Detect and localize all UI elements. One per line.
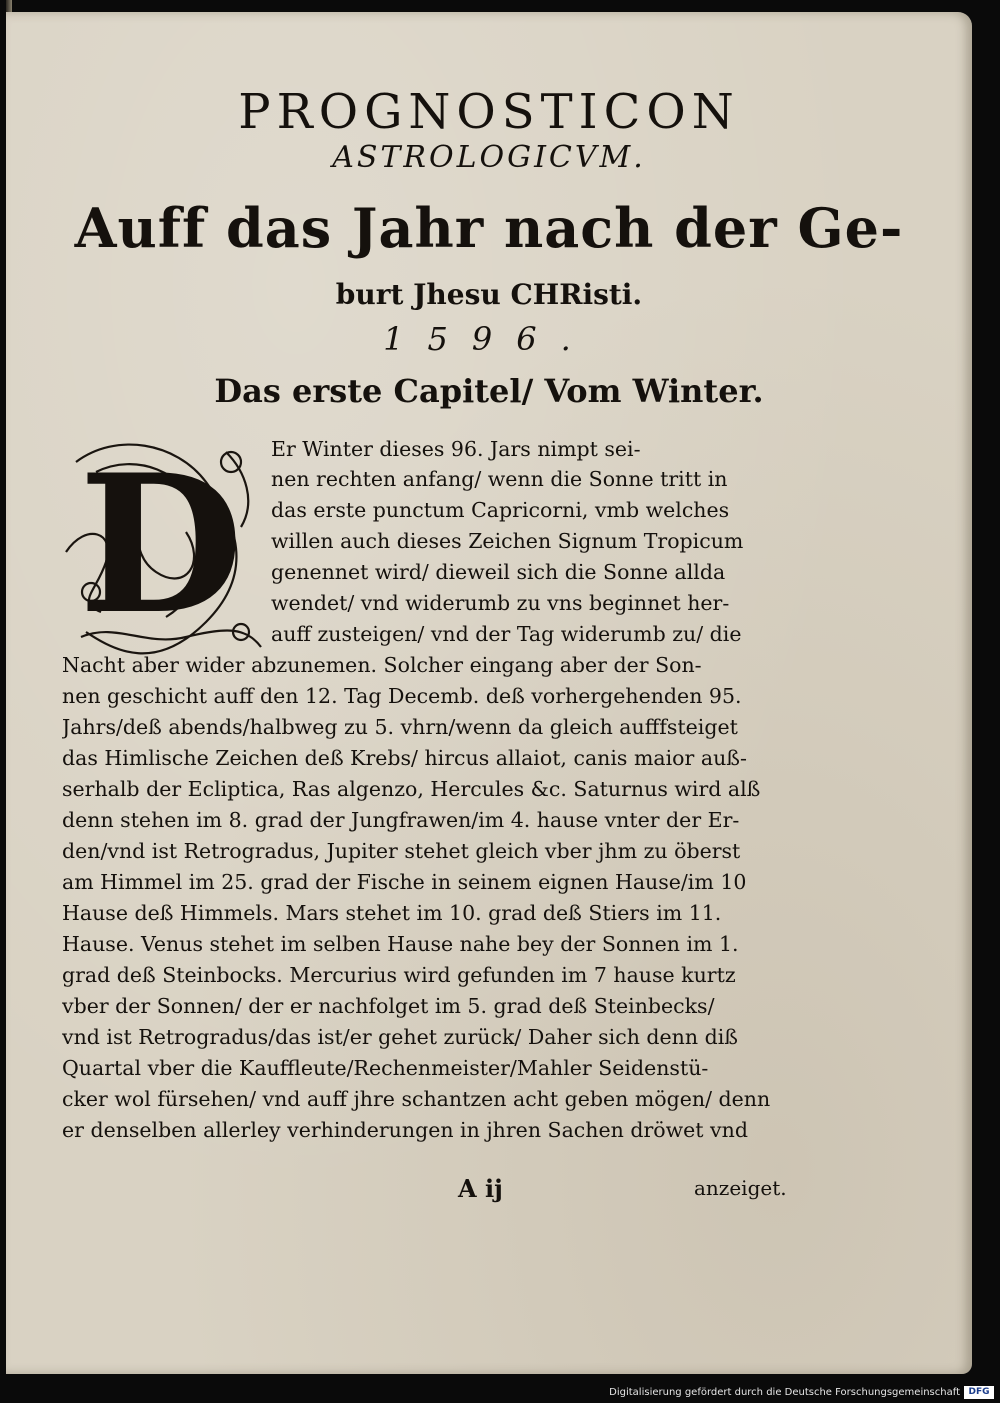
decorated-initial [56, 432, 266, 657]
body-line: Hause. Venus stehet im selben Hause nahe bey der Sonnen im 1. [62, 932, 739, 956]
body-line: serhalb der Ecliptica, Ras algenzo, Hercules &c. Saturnus wird alß [62, 777, 761, 801]
body-line: auff zusteigen/ vnd der Tag widerumb zu/ die [271, 622, 742, 646]
body-line: nen geschicht auff den 12. Tag Decemb. deß vorhergehenden 95. [62, 684, 742, 708]
dfg-logo: DFG [964, 1386, 994, 1399]
body-line: das Himlische Zeichen deß Krebs/ hircus allaiot, canis maior auß- [62, 746, 747, 770]
body-line: vber der Sonnen/ der er nachfolget im 5. grad deß Steinbecks/ [62, 994, 715, 1018]
heading-line-1: Auff das Jahr nach der Ge- [74, 196, 904, 260]
body-line: vnd ist Retrogradus/das ist/er gehet zurück/ Daher sich denn diß [62, 1025, 738, 1049]
body-line: genennet wird/ dieweil sich die Sonne allda [271, 560, 726, 584]
heading-line-2: burt Jhesu CHRisti. [335, 278, 643, 311]
body-line: grad deß Steinbocks. Mercurius wird gefunden im 7 hause kurtz [62, 963, 736, 987]
body-line: Quartal vber die Kauffleute/Rechenmeister/Mahler Seidenstü- [62, 1056, 709, 1080]
body-line: cker wol fürsehen/ vnd auff jhre schantzen acht geben mögen/ denn [62, 1087, 771, 1111]
document-page [6, 12, 972, 1374]
title-astrologicum: ASTROLOGICVM. [332, 140, 646, 175]
title-year: 1596. [383, 320, 595, 358]
initial-letter: D [78, 433, 244, 656]
body-line: wendet/ vnd widerumb zu vns beginnet her- [271, 591, 730, 615]
chapter-title: Das erste Capitel/ Vom Winter. [214, 372, 764, 410]
digitization-credit: Digitalisierung gefördert durch die Deutsche Forschungsgemeinschaft [609, 1387, 960, 1398]
body-line: den/vnd ist Retrogradus, Jupiter stehet gleich vber jhm zu öberst [62, 839, 741, 863]
body-line: Jahrs/deß abends/halbweg zu 5. vhrn/wenn da gleich aufffsteiget [62, 715, 738, 739]
body-line: denn stehen im 8. grad der Jungfrawen/im 4. hause vnter der Er- [62, 808, 740, 832]
body-line: Hause deß Himmels. Mars stehet im 10. grad deß Stiers im 11. [62, 901, 722, 925]
body-line: willen auch dieses Zeichen Signum Tropicum [271, 529, 744, 553]
catchword: anzeiget. [694, 1176, 787, 1200]
signature-mark: A ij [458, 1174, 503, 1203]
body-line: Er Winter dieses 96. Jars nimpt sei- [271, 437, 641, 461]
body-line: Nacht aber wider abzunemen. Solcher eingang aber der Son- [62, 653, 702, 677]
body-line: nen rechten anfang/ wenn die Sonne tritt in [271, 467, 728, 491]
body-line: er denselben allerley verhinderungen in jhren Sachen dröwet vnd [62, 1118, 748, 1142]
title-prognosticon: PROGNOSTICON [238, 84, 740, 140]
body-line: am Himmel im 25. grad der Fische in seinem eignen Hause/im 10 [62, 870, 747, 894]
body-line: das erste punctum Capricorni, vmb welches [271, 498, 730, 522]
